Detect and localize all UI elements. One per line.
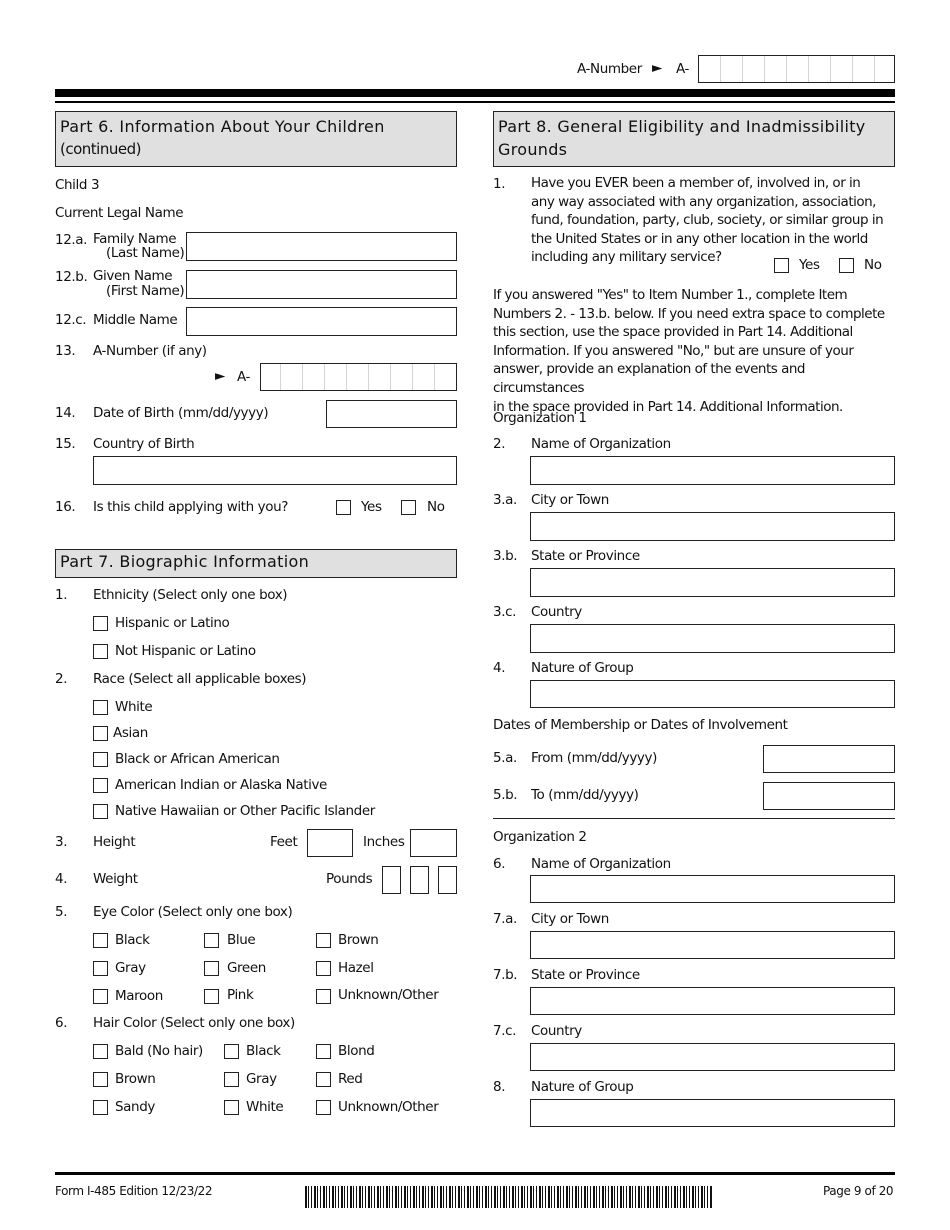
- eye-color-num: 5.: [55, 904, 68, 920]
- part7-header: [55, 549, 457, 578]
- weight-num: 4.: [55, 871, 68, 887]
- middle-name-num: 12.c.: [55, 312, 87, 328]
- given-name-input[interactable]: [186, 270, 457, 299]
- org1-state-input[interactable]: [530, 568, 895, 597]
- eye-maroon-checkbox[interactable]: [93, 989, 108, 1004]
- hair-brown-label: Brown: [115, 1071, 156, 1087]
- eye-green-label: Green: [227, 960, 266, 976]
- family-name-sublabel: (Last Name): [106, 245, 185, 261]
- org2-nature-label: Nature of Group: [531, 1079, 634, 1095]
- current-legal-name-label: Current Legal Name: [55, 205, 184, 221]
- hair-white-checkbox[interactable]: [224, 1100, 239, 1115]
- race-black-checkbox[interactable]: [93, 752, 108, 767]
- arrow-right-icon: ►: [652, 60, 662, 76]
- to-label: To (mm/dd/yyyy): [531, 787, 639, 803]
- eye-black-label: Black: [115, 932, 150, 948]
- eye-unknown-label: Unknown/Other: [338, 987, 439, 1003]
- eye-pink-checkbox[interactable]: [204, 989, 219, 1004]
- a-number-input[interactable]: [698, 55, 895, 83]
- given-name-label: Given Name: [93, 268, 173, 284]
- race-num: 2.: [55, 671, 68, 687]
- org2-country-input[interactable]: [530, 1043, 895, 1071]
- hair-gray-checkbox[interactable]: [224, 1072, 239, 1087]
- org2-state-label: State or Province: [531, 967, 640, 983]
- race-pacific-islander-label: Native Hawaiian or Other Pacific Islander: [115, 803, 375, 819]
- applying-label: Is this child applying with you?: [93, 499, 288, 515]
- applying-num: 16.: [55, 499, 76, 515]
- q1-num: 1.: [493, 176, 506, 192]
- dates-label: Dates of Membership or Dates of Involvement: [493, 717, 788, 733]
- to-date-input[interactable]: [763, 782, 895, 810]
- org1-nature-num: 4.: [493, 660, 506, 676]
- child-label: Child 3: [55, 177, 100, 193]
- hair-black-label: Black: [246, 1043, 281, 1059]
- part6-title: Part 6. Information About Your Children: [60, 117, 385, 136]
- race-pacific-islander-checkbox[interactable]: [93, 804, 108, 819]
- given-name-sublabel: (First Name): [106, 283, 185, 299]
- dob-num: 14.: [55, 405, 76, 421]
- org2-label: Organization 2: [493, 829, 587, 845]
- org2-name-num: 6.: [493, 856, 506, 872]
- eye-unknown-checkbox[interactable]: [316, 989, 331, 1004]
- eye-gray-label: Gray: [115, 960, 146, 976]
- hair-color-num: 6.: [55, 1015, 68, 1031]
- org-divider: [493, 818, 895, 819]
- q1-no-checkbox[interactable]: [839, 258, 854, 273]
- race-american-indian-checkbox[interactable]: [93, 778, 108, 793]
- header-thick-rule: [55, 89, 895, 97]
- eye-black-checkbox[interactable]: [93, 933, 108, 948]
- ethnicity-hispanic-checkbox[interactable]: [93, 616, 108, 631]
- feet-label: Feet: [270, 834, 298, 850]
- eye-brown-label: Brown: [338, 932, 379, 948]
- q1-no-label: No: [864, 257, 882, 273]
- ethnicity-not-hispanic-label: Not Hispanic or Latino: [115, 643, 256, 659]
- org2-state-input[interactable]: [530, 987, 895, 1015]
- from-num: 5.a.: [493, 750, 517, 766]
- race-black-label: Black or African American: [115, 751, 280, 767]
- dob-label: Date of Birth (mm/dd/yyyy): [93, 405, 269, 421]
- org1-name-label: Name of Organization: [531, 436, 671, 452]
- org1-city-num: 3.a.: [493, 492, 517, 508]
- hair-unknown-label: Unknown/Other: [338, 1099, 439, 1115]
- org1-country-label: Country: [531, 604, 582, 620]
- q1-yes-label: Yes: [799, 257, 820, 273]
- org2-nature-input[interactable]: [530, 1099, 895, 1127]
- eye-hazel-label: Hazel: [338, 960, 374, 976]
- hair-black-checkbox[interactable]: [224, 1044, 239, 1059]
- page-number: Page 9 of 20: [823, 1184, 894, 1198]
- child-a-number-num: 13.: [55, 343, 76, 359]
- hair-red-label: Red: [338, 1071, 363, 1087]
- hair-sandy-label: Sandy: [115, 1099, 155, 1115]
- hair-blond-label: Blond: [338, 1043, 375, 1059]
- race-white-label: White: [115, 699, 153, 715]
- instructions-text: If you answered "Yes" to Item Number 1., complete Item Numbers 2. - 13.b. below. If you need extra space to complete this section, use the space provided in Part 14. Additional Information. If you answered "No," but are unsure of your answer, provide an explanation of the events and circumstances in the space provided in Part 14. Additional Information.: [493, 287, 885, 415]
- eye-color-label: Eye Color (Select only one box): [93, 904, 293, 920]
- part8-title-line2: Grounds: [498, 140, 568, 159]
- child-a-number-label: A-Number (if any): [93, 343, 207, 359]
- eye-gray-checkbox[interactable]: [93, 961, 108, 976]
- family-name-input[interactable]: [186, 232, 457, 261]
- ethnicity-not-hispanic-checkbox[interactable]: [93, 644, 108, 659]
- q1-text: Have you EVER been a member of, involved in, or in any way associated with any organization, association, fund, foundation, party, club, society, or similar group in the United States or in any other location in the world including any military service?: [531, 175, 884, 266]
- hair-gray-label: Gray: [246, 1071, 277, 1087]
- race-american-indian-label: American Indian or Alaska Native: [115, 777, 327, 793]
- org1-label: Organization 1: [493, 410, 587, 426]
- eye-blue-checkbox[interactable]: [204, 933, 219, 948]
- cob-label: Country of Birth: [93, 436, 195, 452]
- cob-num: 15.: [55, 436, 76, 452]
- given-name-num: 12.b.: [55, 269, 88, 285]
- org2-state-num: 7.b.: [493, 967, 518, 983]
- from-label: From (mm/dd/yyyy): [531, 750, 657, 766]
- org1-nature-input[interactable]: [530, 680, 895, 708]
- arrow-right-icon: ►: [215, 368, 225, 384]
- race-white-checkbox[interactable]: [93, 700, 108, 715]
- eye-pink-label: Pink: [227, 987, 254, 1003]
- inches-label: Inches: [363, 834, 405, 850]
- weight-label: Weight: [93, 871, 138, 887]
- height-num: 3.: [55, 834, 68, 850]
- eye-brown-checkbox[interactable]: [316, 933, 331, 948]
- org2-country-num: 7.c.: [493, 1023, 516, 1039]
- ethnicity-hispanic-label: Hispanic or Latino: [115, 615, 230, 631]
- applying-no-checkbox[interactable]: [401, 500, 416, 515]
- hair-brown-checkbox[interactable]: [93, 1072, 108, 1087]
- a-prefix: A-: [676, 61, 690, 77]
- org2-name-input[interactable]: [530, 875, 895, 903]
- weight-pounds-digit-2[interactable]: [410, 866, 429, 894]
- eye-hazel-checkbox[interactable]: [316, 961, 331, 976]
- family-name-num: 12.a.: [55, 232, 88, 248]
- eye-green-checkbox[interactable]: [204, 961, 219, 976]
- hair-color-label: Hair Color (Select only one box): [93, 1015, 295, 1031]
- hair-red-checkbox[interactable]: [316, 1072, 331, 1087]
- to-num: 5.b.: [493, 787, 518, 803]
- barcode: [305, 1186, 713, 1208]
- applying-yes-checkbox[interactable]: [336, 500, 351, 515]
- height-feet-input[interactable]: [307, 829, 353, 857]
- part7-title: Part 7. Biographic Information: [60, 552, 310, 571]
- middle-name-input[interactable]: [186, 307, 457, 336]
- org2-country-label: Country: [531, 1023, 582, 1039]
- ethnicity-label: Ethnicity (Select only one box): [93, 587, 288, 603]
- part6-title-continued: (continued): [60, 140, 141, 158]
- part8-title: Part 8. General Eligibility and Inadmissibility: [498, 117, 866, 136]
- cob-input[interactable]: [93, 456, 457, 485]
- org1-state-label: State or Province: [531, 548, 640, 564]
- org1-nature-label: Nature of Group: [531, 660, 634, 676]
- org1-name-num: 2.: [493, 436, 506, 452]
- race-label: Race (Select all applicable boxes): [93, 671, 307, 687]
- ethnicity-num: 1.: [55, 587, 68, 603]
- part6-header: [55, 111, 457, 167]
- from-date-input[interactable]: [763, 745, 895, 773]
- hair-sandy-checkbox[interactable]: [93, 1100, 108, 1115]
- footer-rule: [55, 1172, 895, 1175]
- part8-header: [493, 111, 895, 167]
- applying-no-label: No: [427, 499, 445, 515]
- middle-name-label: Middle Name: [93, 312, 178, 328]
- hair-bald-checkbox[interactable]: [93, 1044, 108, 1059]
- q1-yes-checkbox[interactable]: [774, 258, 789, 273]
- org1-city-label: City or Town: [531, 492, 609, 508]
- org2-name-label: Name of Organization: [531, 856, 671, 872]
- family-name-label: Family Name: [93, 231, 177, 247]
- race-asian-checkbox[interactable]: [93, 726, 108, 741]
- hair-white-label: White: [246, 1099, 284, 1115]
- org2-city-input[interactable]: [530, 931, 895, 959]
- org1-name-input[interactable]: [530, 456, 895, 485]
- pounds-label: Pounds: [326, 871, 373, 887]
- header-thin-rule: [55, 101, 895, 103]
- org2-city-num: 7.a.: [493, 911, 517, 927]
- height-inches-input[interactable]: [410, 829, 457, 857]
- eye-maroon-label: Maroon: [115, 988, 163, 1004]
- eye-blue-label: Blue: [227, 932, 256, 948]
- hair-unknown-checkbox[interactable]: [316, 1100, 331, 1115]
- weight-pounds-digit-3[interactable]: [438, 866, 457, 894]
- weight-pounds-digit-1[interactable]: [382, 866, 401, 894]
- dob-input[interactable]: [326, 400, 457, 428]
- race-asian-label: Asian: [113, 725, 148, 741]
- org1-country-input[interactable]: [530, 624, 895, 653]
- org1-country-num: 3.c.: [493, 604, 516, 620]
- org1-state-num: 3.b.: [493, 548, 518, 564]
- hair-bald-label: Bald (No hair): [115, 1043, 203, 1059]
- child-a-prefix: A-: [237, 369, 251, 385]
- form-edition: Form I-485 Edition 12/23/22: [55, 1184, 213, 1198]
- a-number-label: A-Number: [577, 61, 642, 77]
- org2-nature-num: 8.: [493, 1079, 506, 1095]
- hair-blond-checkbox[interactable]: [316, 1044, 331, 1059]
- height-label: Height: [93, 834, 136, 850]
- org1-city-input[interactable]: [530, 512, 895, 541]
- child-a-number-input[interactable]: [260, 363, 457, 391]
- applying-yes-label: Yes: [361, 499, 382, 515]
- org2-city-label: City or Town: [531, 911, 609, 927]
